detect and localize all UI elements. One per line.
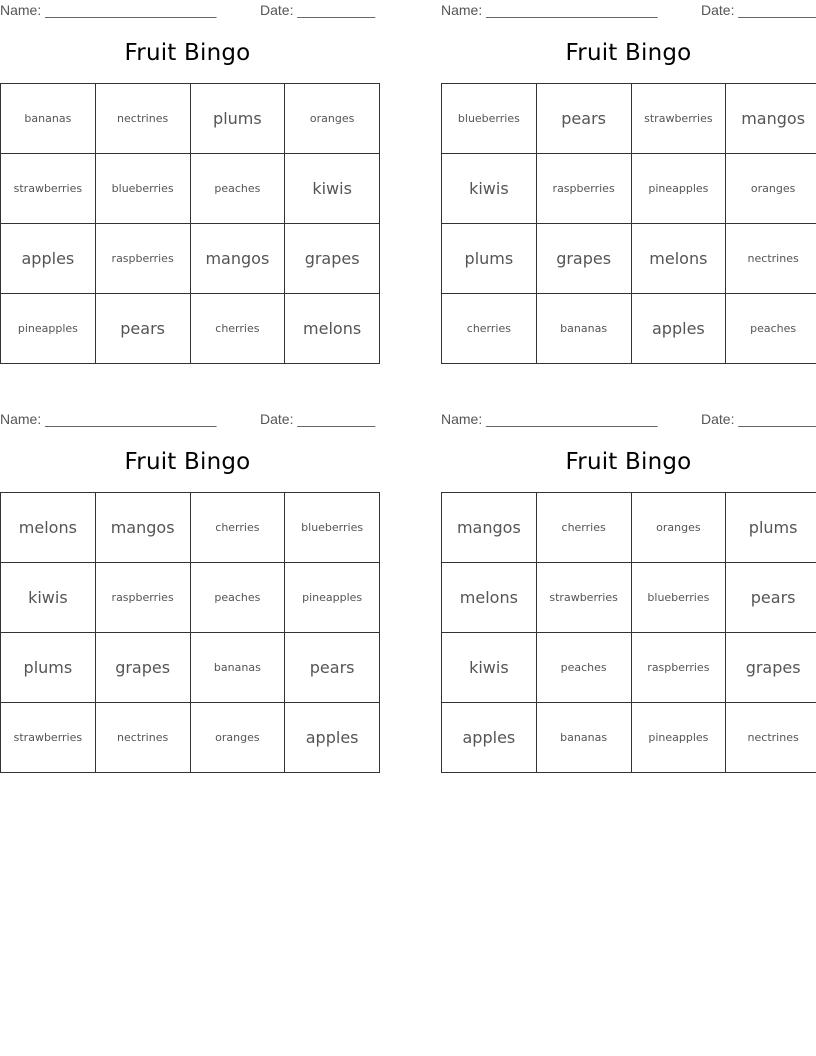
- bingo-cell: kiwis: [442, 633, 537, 703]
- bingo-cell: melons: [631, 224, 726, 294]
- grid-row: [442, 563, 816, 633]
- bingo-cell: cherries: [190, 493, 285, 563]
- grid-row: [1, 703, 380, 773]
- grid-row: [442, 493, 816, 563]
- bingo-cell: apples: [631, 294, 726, 364]
- bingo-cell: grapes: [536, 224, 631, 294]
- bingo-cell: blueberries: [442, 84, 537, 154]
- card-header: [441, 411, 816, 431]
- card-header: [0, 411, 375, 431]
- name-field-label: Name: ______________________: [0, 2, 217, 18]
- name-field-label: Name: ______________________: [441, 411, 658, 427]
- bingo-cell: pears: [95, 294, 190, 364]
- bingo-cell: strawberries: [631, 84, 726, 154]
- bingo-card-1: [0, 0, 375, 365]
- bingo-cell: strawberries: [536, 563, 631, 633]
- date-field-label: Date: __________: [260, 411, 376, 427]
- bingo-cell: peaches: [726, 294, 816, 364]
- bingo-cell: grapes: [726, 633, 816, 703]
- card-title: Fruit Bingo: [124, 40, 251, 66]
- bingo-cell: nectrines: [95, 703, 190, 773]
- bingo-cell: kiwis: [1, 563, 96, 633]
- bingo-cell: nectrines: [95, 84, 190, 154]
- card-header: [0, 2, 375, 22]
- card-title: Fruit Bingo: [565, 449, 692, 475]
- bingo-cell: oranges: [190, 703, 285, 773]
- bingo-cell: raspberries: [536, 154, 631, 224]
- bingo-cell: nectrines: [726, 224, 816, 294]
- bingo-cell: melons: [1, 493, 96, 563]
- bingo-cell: peaches: [190, 154, 285, 224]
- grid-row: [442, 224, 816, 294]
- bingo-cell: oranges: [726, 154, 816, 224]
- bingo-cell: raspberries: [631, 633, 726, 703]
- bingo-cell: grapes: [285, 224, 380, 294]
- bingo-cell: apples: [442, 703, 537, 773]
- bingo-cell: blueberries: [631, 563, 726, 633]
- bingo-cell: bananas: [190, 633, 285, 703]
- bingo-cell: bananas: [536, 294, 631, 364]
- bingo-cell: mangos: [95, 493, 190, 563]
- bingo-cell: blueberries: [95, 154, 190, 224]
- bingo-cell: pears: [726, 563, 816, 633]
- bingo-cell: cherries: [536, 493, 631, 563]
- bingo-card-2: [441, 0, 816, 365]
- bingo-cell: apples: [285, 703, 380, 773]
- date-field-label: Date: __________: [701, 2, 816, 18]
- grid-row: [442, 294, 816, 364]
- grid-row: [1, 633, 380, 703]
- bingo-cell: pineapples: [631, 703, 726, 773]
- bingo-cell: bananas: [536, 703, 631, 773]
- bingo-cell: pineapples: [285, 563, 380, 633]
- bingo-cell: cherries: [442, 294, 537, 364]
- bingo-grid: [441, 83, 816, 364]
- bingo-cell: pears: [285, 633, 380, 703]
- date-field-label: Date: __________: [260, 2, 376, 18]
- bingo-grid: [0, 492, 380, 773]
- bingo-cell: plums: [442, 224, 537, 294]
- bingo-cell: peaches: [536, 633, 631, 703]
- bingo-cell: blueberries: [285, 493, 380, 563]
- bingo-grid: [441, 492, 816, 773]
- bingo-cell: peaches: [190, 563, 285, 633]
- bingo-cell: kiwis: [442, 154, 537, 224]
- bingo-card-3: [0, 409, 375, 774]
- bingo-cell: mangos: [190, 224, 285, 294]
- bingo-cell: kiwis: [285, 154, 380, 224]
- bingo-grid: [0, 83, 380, 364]
- bingo-cell: pineapples: [631, 154, 726, 224]
- grid-row: [442, 154, 816, 224]
- bingo-cell: oranges: [631, 493, 726, 563]
- grid-row: [442, 633, 816, 703]
- grid-row: [1, 294, 380, 364]
- bingo-cell: plums: [726, 493, 816, 563]
- card-title: Fruit Bingo: [124, 449, 251, 475]
- card-title: Fruit Bingo: [565, 40, 692, 66]
- bingo-card-4: [441, 409, 816, 774]
- bingo-cell: plums: [190, 84, 285, 154]
- bingo-cell: mangos: [442, 493, 537, 563]
- bingo-cell: melons: [285, 294, 380, 364]
- bingo-cell: bananas: [1, 84, 96, 154]
- bingo-cell: pineapples: [1, 294, 96, 364]
- bingo-cell: raspberries: [95, 224, 190, 294]
- bingo-cell: melons: [442, 563, 537, 633]
- grid-row: [1, 493, 380, 563]
- card-header: [441, 2, 816, 22]
- bingo-cell: strawberries: [1, 154, 96, 224]
- bingo-cell: raspberries: [95, 563, 190, 633]
- grid-row: [442, 703, 816, 773]
- grid-row: [442, 84, 816, 154]
- bingo-cell: cherries: [190, 294, 285, 364]
- bingo-cell: oranges: [285, 84, 380, 154]
- bingo-cell: mangos: [726, 84, 816, 154]
- name-field-label: Name: ______________________: [441, 2, 658, 18]
- grid-row: [1, 224, 380, 294]
- date-field-label: Date: __________: [701, 411, 816, 427]
- grid-row: [1, 84, 380, 154]
- bingo-cell: strawberries: [1, 703, 96, 773]
- bingo-cell: nectrines: [726, 703, 816, 773]
- bingo-cell: plums: [1, 633, 96, 703]
- bingo-cell: pears: [536, 84, 631, 154]
- name-field-label: Name: ______________________: [0, 411, 217, 427]
- bingo-cell: apples: [1, 224, 96, 294]
- grid-row: [1, 154, 380, 224]
- grid-row: [1, 563, 380, 633]
- bingo-cell: grapes: [95, 633, 190, 703]
